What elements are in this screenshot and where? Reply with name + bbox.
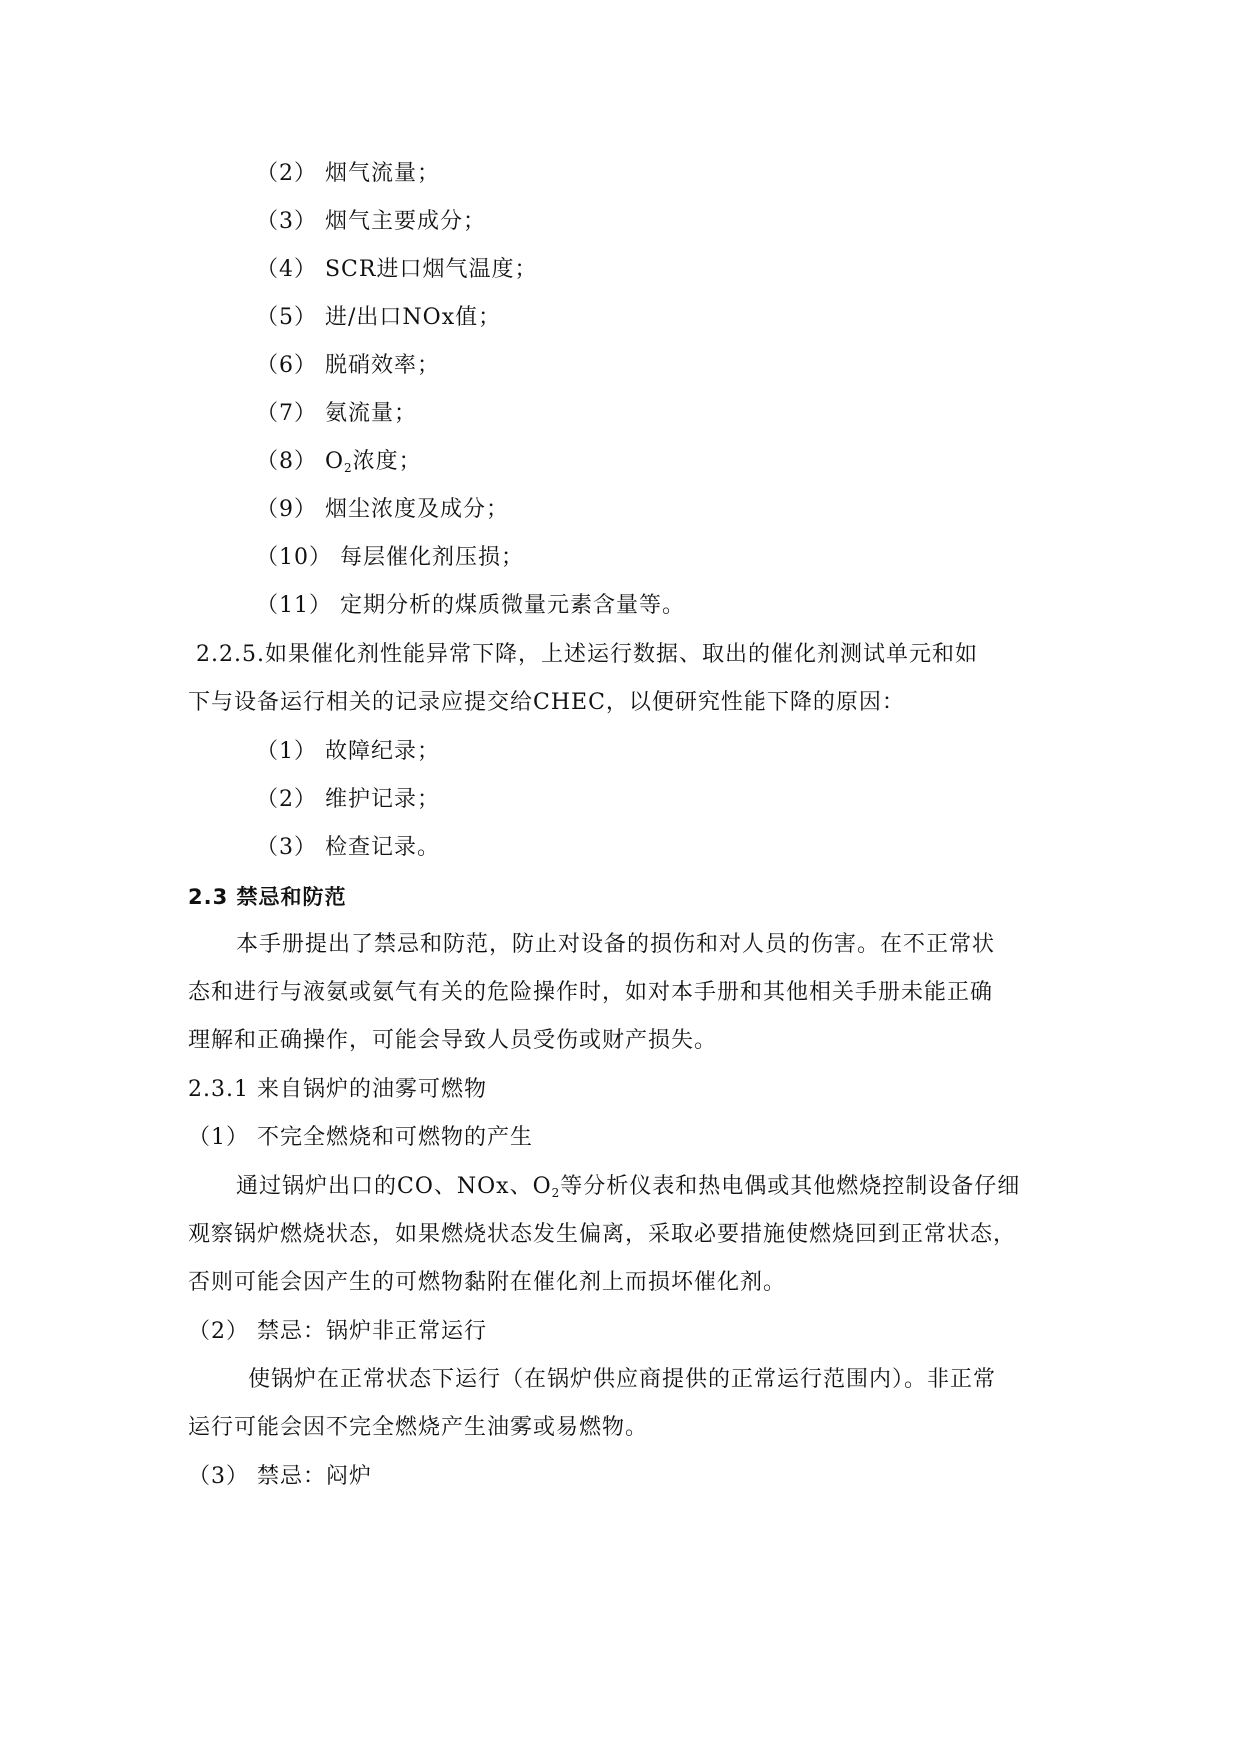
text-part: 等分析仪表和热电偶或其他燃烧控制设备仔细 — [560, 1174, 1021, 1199]
section-heading: 2.3 禁忌和防范 — [188, 885, 347, 909]
list-item: （2） 维护记录； — [256, 787, 440, 812]
text-part: 通过锅炉出口的CO、NOx、O — [236, 1174, 552, 1199]
list-item: （7） 氨流量； — [256, 401, 417, 426]
list-item: （2） 烟气流量； — [256, 161, 440, 186]
paragraph-line: 理解和正确操作，可能会导致人员受伤或财产损失。 — [188, 1028, 718, 1053]
paragraph-line: 下与设备运行相关的记录应提交给CHEC，以便研究性能下降的原因： — [188, 690, 905, 715]
subheading: （3） 禁忌：闷炉 — [188, 1464, 372, 1489]
list-item: （6） 脱硝效率； — [256, 353, 440, 378]
paragraph-line — [236, 1173, 1020, 1207]
paragraph-line: 本手册提出了禁忌和防范，防止对设备的损伤和对人员的伤害。在不正常状 — [236, 932, 996, 957]
list-item: （1） 故障纪录； — [256, 739, 440, 764]
paragraph-line: 运行可能会因不完全燃烧产生油雾或易燃物。 — [188, 1415, 649, 1440]
subscript: 2 — [344, 461, 353, 475]
paragraph-line: 观察锅炉燃烧状态，如果燃烧状态发生偏离，采取必要措施使燃烧回到正常状态， — [188, 1222, 1017, 1247]
paragraph-line: 否则可能会因产生的可燃物黏附在催化剂上而损坏催化剂。 — [188, 1270, 787, 1295]
subheading: （1） 不完全燃烧和可燃物的产生 — [188, 1125, 533, 1150]
list-item-rest: 浓度； — [352, 449, 422, 474]
list-item: （3） 烟气主要成分； — [256, 209, 486, 234]
subscript: 2 — [551, 1186, 561, 1200]
paragraph-line: 2.2.5.如果催化剂性能异常下降，上述运行数据、取出的催化剂测试单元和如 — [196, 642, 978, 667]
subheading: （2） 禁忌：锅炉非正常运行 — [188, 1319, 487, 1344]
list-item: （4） SCR进口烟气温度； — [256, 257, 538, 282]
paragraph-line: 态和进行与液氨或氨气有关的危险操作时，如对本手册和其他相关手册未能正确 — [188, 980, 994, 1005]
list-item-prefix: （8） O — [256, 449, 345, 474]
list-item: （5） 进/出口NOx值； — [256, 305, 502, 330]
list-item: （3） 检查记录。 — [256, 835, 440, 860]
list-item: （9） 烟尘浓度及成分； — [256, 497, 509, 522]
list-item — [256, 448, 422, 482]
list-item: （11） 定期分析的煤质微量元素含量等。 — [256, 593, 685, 618]
subsection-heading: 2.3.1 来自锅炉的油雾可燃物 — [188, 1077, 487, 1102]
list-item: （10） 每层催化剂压损； — [256, 545, 524, 570]
paragraph-line: 使锅炉在正常状态下运行（在锅炉供应商提供的正常运行范围内）。非正常 — [248, 1367, 997, 1392]
